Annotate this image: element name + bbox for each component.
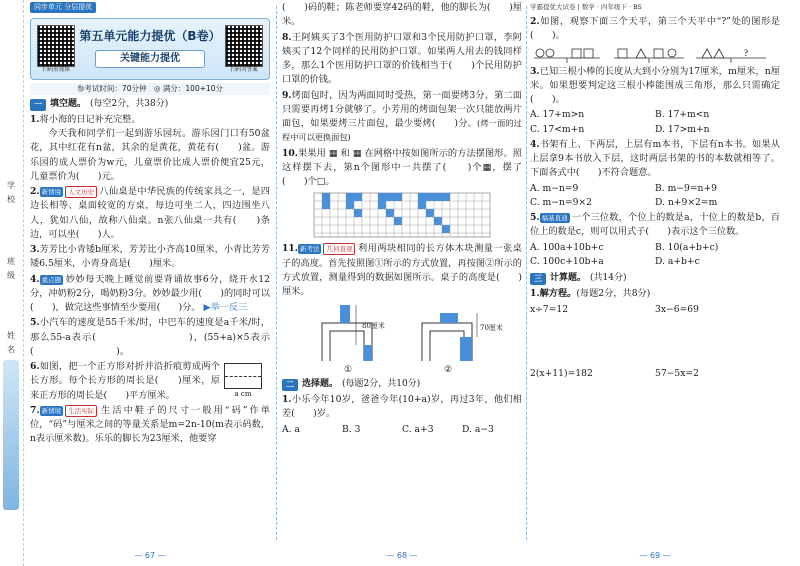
unit-title: 第五单元能力提优（B卷） [79,29,221,43]
question-10 [282,147,522,190]
question-number: 3. [30,244,40,256]
choice-question-2 [530,15,780,44]
choice-options [530,182,780,211]
measure-label-2: 70厘米 [480,324,503,333]
measure-label-1: 80厘米 [362,322,385,331]
column-divider [526,6,527,540]
grid-cell-filled [386,193,394,201]
question-text: 王阿姨买了3个医用防护口罩和3个民用防护口罩，李阿姨买了12个同样的民用防护口罩。如果两人用去的钱同样多，那么1个医用防护口罩的价钱相当于( )个民用防护口罩的价钱。 [282,31,522,86]
question-number: 11. [282,243,298,255]
choice-question-5 [530,211,780,269]
option-d[interactable]: D. 17>m+n [655,123,710,135]
figure-label: a cm [234,390,252,399]
grid-cell-filled [418,193,426,201]
section-multiple-choice [282,378,522,392]
question-text: 如图，观察下面三个天平，第三个天平中“?”处的图形是( )。 [530,16,780,42]
question-11 [282,242,522,299]
option-a[interactable]: A. a [282,423,300,435]
question-text: 已知三根小棒的长度从大到小分别为17厘米，m厘米，n厘米。如果想要判定这三根小棒能围成三角形，那么只需确定( )。 [530,65,780,105]
choice-question-3 [530,65,780,137]
question-number: 7. [30,404,40,416]
margin-label-class-2: 级 [7,271,15,280]
unit-subtitle: 关键能力提优 [95,50,205,68]
question-number: 4. [530,138,540,150]
margin-label-name-2: 名 [7,345,15,354]
page-number: — 68 — [386,550,418,560]
exam-info: 参考试时间：70分钟 ◎ 满分：100+10分 [30,83,270,95]
section-calculation [530,272,780,286]
equation: x÷7=12 [530,304,569,316]
grid-cell-filled [434,193,442,201]
grid-cell-filled [346,193,354,201]
question-7 [30,404,270,447]
qr-code-icon[interactable] [225,25,263,67]
option-d[interactable]: D. a−3 [462,423,494,435]
table-measure-figure [282,301,522,375]
grid-cell-filled [426,209,434,217]
question-number: 6. [30,361,40,373]
question-4 [30,273,270,316]
option-a[interactable]: A. m−n=9 [530,182,579,194]
grid-cell-filled [394,217,402,225]
question-tag: 新情境 [41,406,62,415]
equation-row [530,367,780,429]
section-title: 选择题。 [302,379,339,390]
calc-question-1 [530,287,780,301]
header-tag: 同步单元 分层提优 [30,2,96,13]
grid-cell-filled [434,217,442,225]
page-number: — 67 — [134,550,166,560]
margin-label-school-2: 校 [7,195,15,204]
question-2 [30,185,270,242]
grid-pattern-figure [302,191,502,241]
unit-banner [30,18,270,80]
question-tag: 福基直通 [541,214,568,222]
question-text: 妙妙每天晚上睡觉前要背诵故事6分，烧开水12分，冲奶粉2分，喝奶粉3分。妙妙最少用( )的同时可以( )，做完这些事情至少要用( )分。 [30,273,270,314]
section-title: 计算题。 [550,273,587,283]
choice-options [530,108,780,137]
figure-caption-1: ① [344,364,353,376]
qr-caption: 扫码看视频 [42,67,70,74]
question-tag: 人文历史 [65,186,97,198]
page-number: — 69 — [639,550,671,560]
section-score: (共14分) [590,273,627,283]
question-tag: 新情境 [41,188,62,197]
question-7-continued: ( )码的鞋；陈老师要穿42码的鞋，他的脚长为( )厘米。 [282,2,522,28]
question-text: 小乐今年10岁，爸爸今年(10+a)岁，再过3年，他们相差( )岁。 [282,394,522,420]
grid-cell-filled [354,193,362,201]
option-c[interactable]: C. m−n=9×2 [530,196,592,208]
option-b[interactable]: B. m−9=n+9 [655,182,718,194]
question-text: 如图，把一个正方形对折并沿折痕剪成两个长方形。每个长方形的周长是( )厘米，原来正方形的周长是( )平方厘米。 [30,361,220,401]
equation: 2(x+11)=182 [530,368,593,380]
column-page-68 [282,0,522,566]
question-8 [282,31,522,88]
question-5 [30,316,270,359]
margin-label-name: 姓 [7,331,15,340]
question-number: 9. [282,89,292,101]
column-page-67 [30,0,270,566]
question-9 [282,89,522,146]
question-number: 8. [282,31,292,43]
choice-options [282,423,522,437]
qr-code-icon[interactable] [37,25,75,67]
question-text: 八仙桌是中华民族的传统家具之一，是四边长相等、桌面较宽的方桌，每边可坐二人，四边围坐八人，犹如八仙，故称八仙桌。n张八仙桌一共有( )条边，可以坐( )人。 [30,186,270,240]
question-number: 1. [30,113,40,125]
choice-question-1 [282,393,522,437]
option-a[interactable]: A. 100a+10b+c [530,241,604,253]
question-note: (烤一面的过程中可以更换面包) [282,118,522,143]
question-text: 小汽车的速度是55千米/时，中巴车的速度是a千米/时，那么55-a表示( )，(55+a)×5表示( )。 [30,317,270,357]
header-bar [30,0,270,14]
option-b[interactable]: B. 10(a+b+c) [655,241,719,253]
question-tag: 重点题 [41,275,62,284]
column-page-69 [530,0,780,566]
option-d[interactable]: D. n+9×2=m [655,196,718,208]
figure-caption-2: ② [444,364,453,376]
option-a[interactable]: A. 17+m>n [530,109,585,121]
question-number: 5. [530,212,540,223]
question-score: (每题2分，共8分) [576,287,651,299]
grid-cell-filled [322,193,330,201]
section-badge: 一 [30,99,46,111]
question-text: 今天我和同学们一起到游乐园玩。游乐园门口有50盆花，其中红花有n盆，其余的是黄花，黄花有( )盆。游乐园的成人票价为w元，儿童票价比成人票价便宜25元，儿童票价为( )元。 [30,128,270,182]
question-number: 10. [282,147,298,159]
question-title: 解方程。 [539,287,577,299]
grid-cell-filled [322,201,330,209]
option-b[interactable]: B. 3 [342,423,361,435]
equation: 3x−6=69 [655,304,699,316]
question-text: 书架有上、下两层，上层有m本书，下层有n本书。如果从上层拿9本书放入下层，这时两层书架的书的本数就相等了。下面各式中( )不符合题意。 [530,138,780,179]
balance-scales-figure [530,44,770,64]
binding-margin [0,0,24,566]
question-lead: 将小海的日记补充完整。 [39,113,141,125]
question-number: 1. [530,287,540,299]
equation: 57−5x=2 [655,368,699,380]
column-divider [276,6,277,540]
section-score: (每空2分，共38分) [90,99,169,109]
question-number: 4. [30,273,40,285]
grid-cell-filled [442,193,450,201]
question-text: 生活中鞋子的尺寸一般用“码”作单位，“码”与厘米之间的等量关系是m=2n-10(m表示码数，n表示厘米数)。乐乐的脚长为23厘米，他要穿 [30,404,270,445]
section-fill-in [30,98,270,112]
question-tag: 新考法 [299,245,320,254]
grid-cell-filled [426,193,434,201]
question-3 [30,243,270,272]
question-number: 5. [30,317,40,329]
question-number: 2. [530,16,540,27]
margin-label-class: 班 [7,257,15,266]
grid-cell-filled [442,225,450,233]
question-text: 一个三位数，个位上的数是a，十位上的数是b，百位上的数是c，则可以用式子( )表示这个三位数。 [530,212,780,238]
grid-cell-filled [394,193,402,201]
section-title: 填空题。 [50,99,87,109]
option-d[interactable]: D. a+b+c [655,255,700,267]
grid-cell-filled [378,201,386,209]
choice-options [530,241,780,270]
grid-cell-filled [378,193,386,201]
grid-cell-filled [354,209,362,217]
equation-row [530,303,780,365]
option-b[interactable]: B. 17+m<n [655,109,710,121]
question-tag: 几何直观 [323,243,355,255]
svg-text:?: ? [744,47,748,58]
question-tag: 生活实际 [65,405,97,417]
question-6 [30,360,270,403]
option-c[interactable]: C. a+3 [402,423,434,435]
question-1 [30,113,270,184]
related-practice-link[interactable]: ▶举一反三 [203,302,248,314]
square-figure [224,360,270,403]
section-badge: 三 [530,273,546,285]
grid-cell-filled [418,201,426,209]
question-text: 果果用 ▦ 和 ▦ 在网格中按如图所示的方法摆图形。照这样摆下去，第n个图形中一共摆了( )个▦，摆了( )个□。 [282,147,522,187]
section-score: (每题2分，共10分) [342,379,421,390]
table-diagram [302,301,502,365]
choice-question-4 [530,138,780,210]
question-text: 芳芳比小青矮b厘米，芳芳比小齐高10厘米，小青比芳芳矮6.5厘米，小青身高是( )厘米。 [30,244,270,270]
qr-caption: 扫码对答案 [230,67,258,74]
grid-cell-filled [386,209,394,217]
margin-decoration [3,360,19,510]
series-title: 学霸提优大试卷 | 数学 · 四年级下 · BS [530,2,642,11]
question-text: 烤面包时，因为两面同时受热，第一面要烤3分，第二面只需要再烤1分就够了。小芳用的烤面包架一次只能放两片面包，如果要烤三片面包，最少要烤( )分。 [282,89,522,129]
question-text: 利用两块相同的长方体木块测量一张桌子的高度。首先按照图①所示的方式放置，再按图②所示的方式放置，测量得到的数据如图所示。桌子的高度是( )厘米。 [282,243,522,297]
grid-cell-filled [346,201,354,209]
header-bar [530,0,780,14]
section-badge: 二 [282,379,298,391]
option-c[interactable]: C. 17<m+n [530,123,585,135]
question-number: 2. [30,186,40,198]
option-c[interactable]: C. 100c+10b+a [530,255,604,267]
question-number: 3. [530,65,540,77]
question-number: 1. [282,394,292,406]
margin-label-school: 学 [7,181,15,190]
